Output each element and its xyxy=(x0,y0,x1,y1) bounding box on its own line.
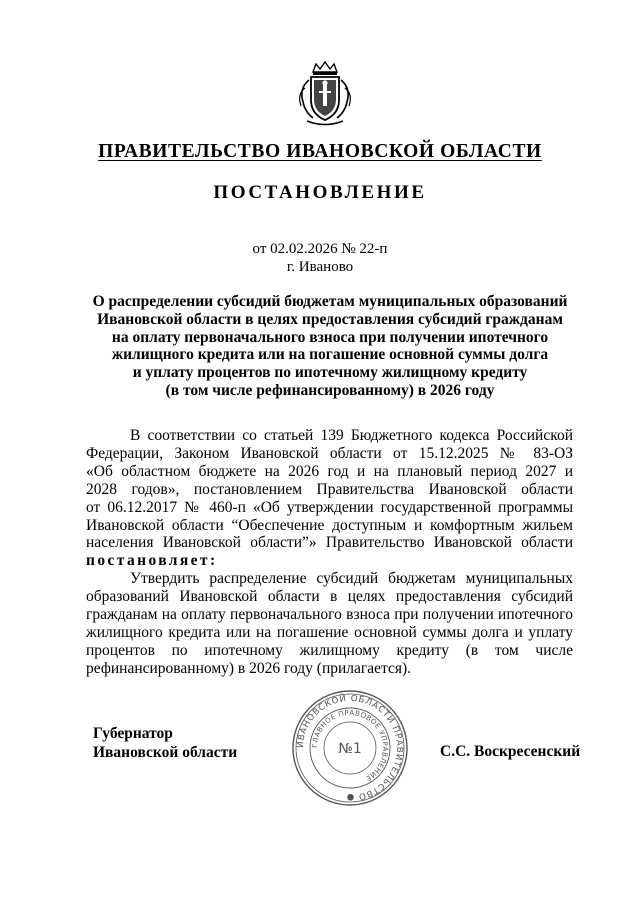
seal-ring-text: ИВАНОВСКОЙ ОБЛАСТИ ПРАВИТЕЛЬСТВО ● xyxy=(295,693,405,803)
decision-line: гражданам на оплату первоначального взноса при получении ипотечного xyxy=(86,606,573,624)
decision-line: образований Ивановской области в целях предоставления субсидий xyxy=(86,588,573,606)
signatory-position xyxy=(93,725,237,762)
subject-line: О распределении субсидий бюджетам муниципальных образований xyxy=(92,293,568,310)
preamble-line: Федерации, Законом Ивановской области от 15.12.2025 № 83-ОЗ xyxy=(86,444,573,462)
preamble-line: от 06.12.2017 № 460-п «Об утверждении государственной программы xyxy=(86,498,573,516)
document-subject xyxy=(60,293,600,400)
position-line: Ивановской области xyxy=(93,743,238,761)
government-title: ПРАВИТЕЛЬСТВО ИВАНОВСКОЙ ОБЛАСТИ xyxy=(98,141,542,162)
official-seal xyxy=(290,688,410,808)
preamble-line: Ивановской области “Обеспечение доступным и комфортным жильем xyxy=(86,516,573,534)
preamble-line: населения Ивановской области”» Правительство Ивановской области xyxy=(86,534,573,552)
subject-line: (в том числе рефинансированному) в 2026 году xyxy=(165,381,495,399)
preamble-line: 2028 годов», постановлением Правительства Ивановской области xyxy=(86,480,573,498)
date-number: от 02.02.2026 № 22-п xyxy=(252,241,388,257)
position-line: Губернатор xyxy=(93,725,173,742)
seal-number: №1 xyxy=(338,741,362,757)
resolves-word: постановляет: xyxy=(86,552,218,570)
subject-line: и уплату процентов по ипотечному жилищному кредиту xyxy=(132,364,528,382)
seal-inner-text: ГЛАВНОЕ ПРАВОВОЕ УПРАВЛЕНИЕ xyxy=(310,708,390,783)
decision-line: Утвердить распределение субсидий бюджетам муниципальных xyxy=(130,570,573,588)
city: г. Иваново xyxy=(286,259,354,275)
decision-line: рефинансированному) в 2026 году (прилагается). xyxy=(86,659,412,677)
decision-line: процентов по ипотечному жилищному кредиту (в том числе xyxy=(86,641,573,659)
document-type: ПОСТАНОВЛЕНИЕ xyxy=(213,182,427,203)
document-body xyxy=(86,427,573,678)
signatory-name: С.С. Воскресенский xyxy=(440,743,581,760)
decision-line: жилищного кредита или на погашение основной суммы долга и уплату xyxy=(86,623,573,641)
preamble-line: «Об областном бюджете на 2026 год и на плановый период 2027 и xyxy=(86,462,573,480)
coat-of-arms-emblem xyxy=(289,58,361,130)
subject-line: Ивановской области в целях предоставления субсидий гражданам xyxy=(97,310,563,328)
preamble-line: В соответствии со статьей 139 Бюджетного кодекса Российской xyxy=(130,427,573,444)
subject-line: на оплату первоначального взноса при получении ипотечного xyxy=(111,328,549,346)
subject-line: жилищного кредита или на погашение основной суммы долга xyxy=(111,346,549,364)
